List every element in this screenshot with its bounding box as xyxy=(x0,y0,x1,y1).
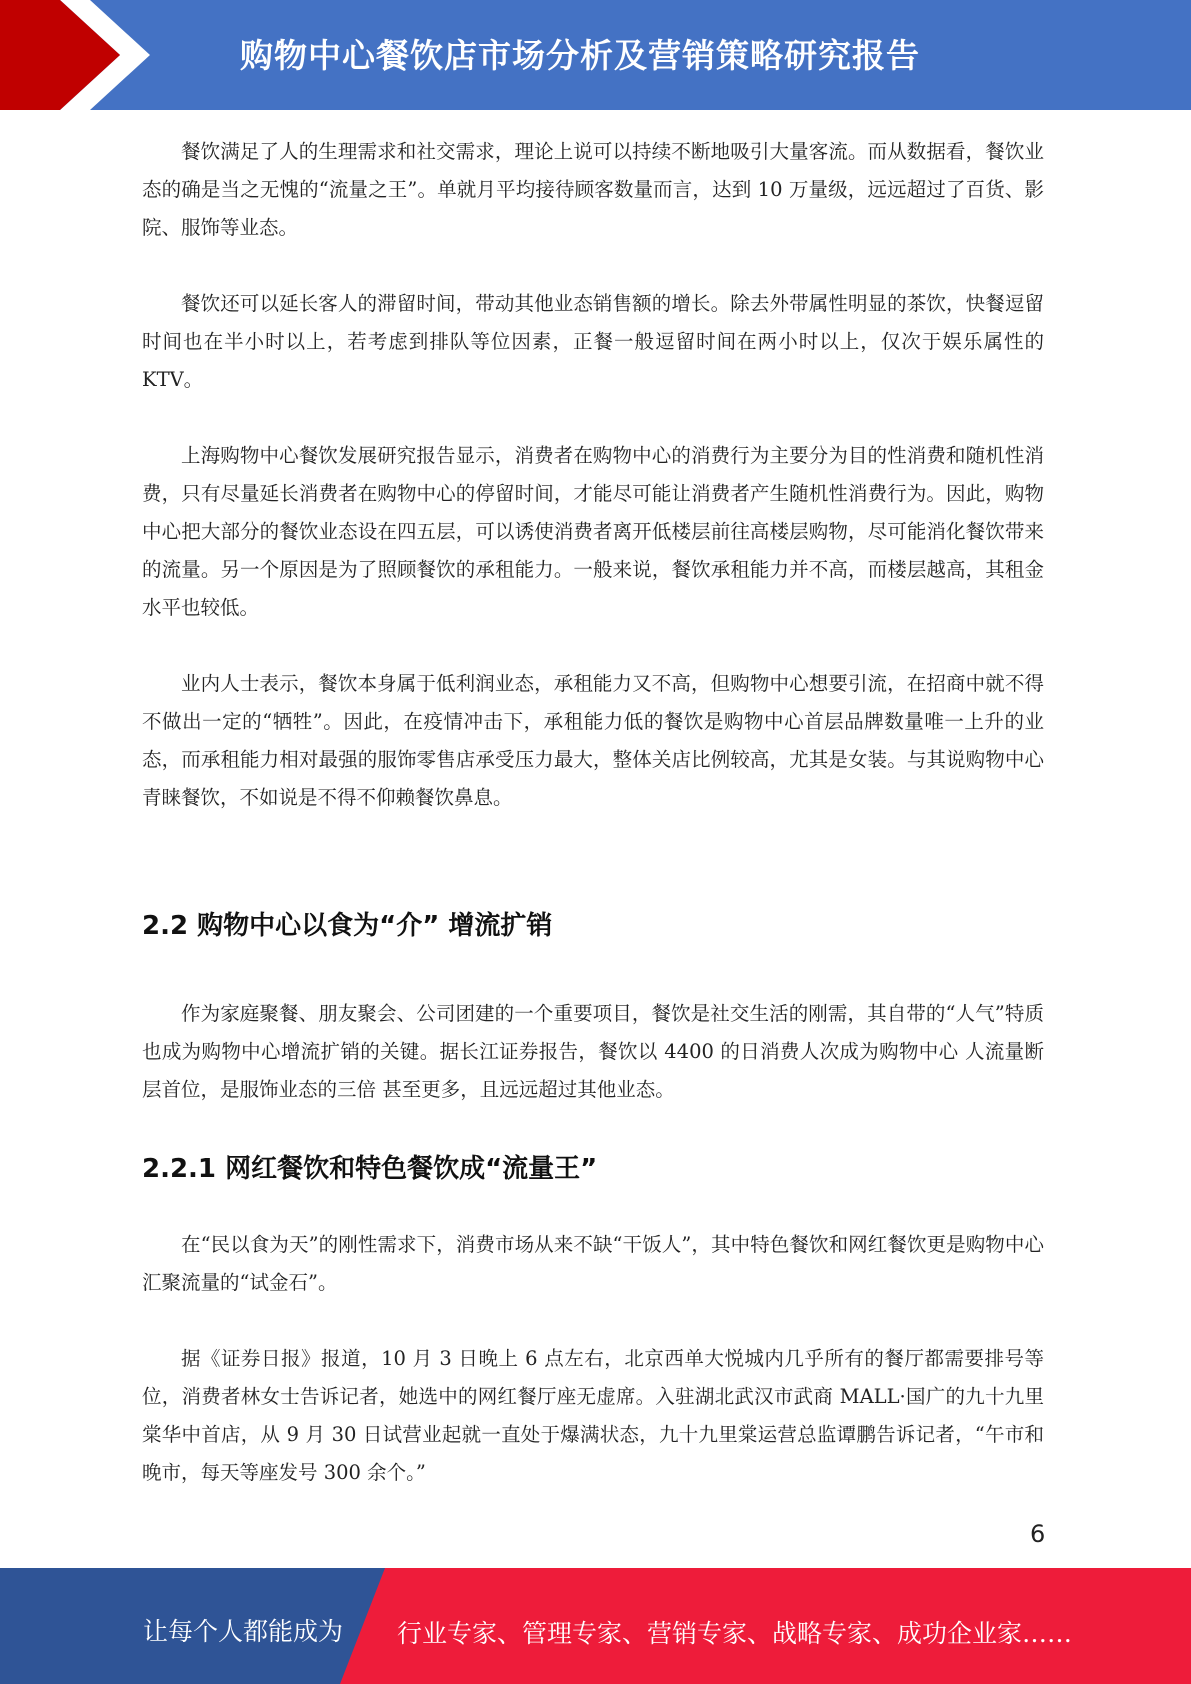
section-heading-2-2: 2.2 购物中心以食为“介” 增流扩销 xyxy=(142,911,553,941)
section-heading-2-2-1: 2.2.1 网红餐饮和特色餐饮成“流量王” xyxy=(142,1154,598,1184)
page-number: 6 xyxy=(1030,1520,1046,1548)
page-footer xyxy=(0,1568,1191,1684)
report-title: 购物中心餐饮店市场分析及营销策略研究报告 xyxy=(240,36,920,75)
footer-slogan-roles: 行业专家、管理专家、营销专家、战略专家、成功企业家…… xyxy=(397,1619,1073,1648)
section-2-2-body xyxy=(142,995,1044,1109)
paragraph: 上海购物中心餐饮发展研究报告显示，消费者在购物中心的消费行为主要分为目的性消费和随机性消费，只有尽量延长消费者在购物中心的停留时间，才能尽可能让消费者产生随机性消费行为。因此，购物中心把大部分的餐饮业态设在四五层，可以诱使消费者离开低楼层前往高楼层购物，尽可能消化餐饮带来的流量。另一个原因是为了照顾餐饮的承租能力。一般来说，餐饮承租能力并不高，而楼层越高，其租金水平也较低。 xyxy=(142,444,1044,619)
paragraph: 业内人士表示，餐饮本身属于低利润业态，承租能力又不高，但购物中心想要引流，在招商中就不得不做出一定的“牺牲”。因此，在疫情冲击下，承租能力低的餐饮是购物中心首层品牌数量唯一上升的业态，而承租能力相对最强的服饰零售店承受压力最大，整体关店比例较高，尤其是女装。与其说购物中心青睐餐饮，不如说是不得不仰赖餐饮鼻息。 xyxy=(142,672,1044,809)
paragraph: 餐饮还可以延长客人的滞留时间，带动其他业态销售额的增长。除去外带属性明显的茶饮，快餐逗留时间也在半小时以上，若考虑到排队等位因素，正餐一般逗留时间在两小时以上，仅次于娱乐属性的 KTV。 xyxy=(142,292,1044,391)
paragraph: 在“民以食为天”的刚性需求下，消费市场从来不缺“干饭人”，其中特色餐饮和网红餐饮更是购物中心汇聚流量的“试金石”。 xyxy=(142,1233,1044,1294)
page-header xyxy=(0,0,1191,110)
section-2-2-1-body xyxy=(142,1226,1044,1492)
paragraph: 据《证券日报》报道，10 月 3 日晚上 6 点左右，北京西单大悦城内几乎所有的餐厅都需要排号等位，消费者林女士告诉记者，她选中的网红餐厅座无虚席。入驻湖北武汉市武商 MALL·国广的九十九里棠华中首店，从 9 月 30 日试营业起就一直处于爆满状态，九十九里棠运营总监谭鹏告诉记者，“午市和晚市，每天等座发号 300 余个。” xyxy=(142,1347,1044,1484)
section-intro xyxy=(142,133,1044,817)
paragraph: 作为家庭聚餐、朋友聚会、公司团建的一个重要项目，餐饮是社交生活的刚需，其自带的“人气”特质也成为购物中心增流扩销的关键。据长江证券报告，餐饮以 4400 的日消费人次成为购物中心 人流量断层首位，是服饰业态的三倍 甚至更多，且远远超过其他业态。 xyxy=(142,1002,1044,1101)
paragraph: 餐饮满足了人的生理需求和社交需求，理论上说可以持续不断地吸引大量客流。而从数据看，餐饮业态的确是当之无愧的“流量之王”。单就月平均接待顾客数量而言，达到 10 万量级，远远超过了百货、影院、服饰等业态。 xyxy=(142,140,1044,239)
footer-slogan-lead: 让每个人都能成为 xyxy=(143,1617,344,1646)
